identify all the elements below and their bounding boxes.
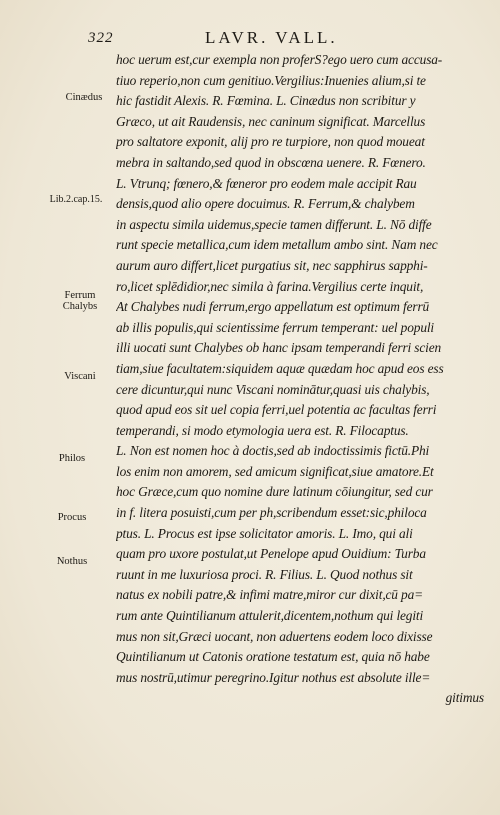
text-line: densis,quod alio opere docuimus. R. Ferrum,& chalybem [116, 196, 415, 212]
text-line: ro,licet splēdidior,nec simila à farina.Vergilius certe inquit, [116, 278, 424, 294]
body-text [116, 50, 490, 709]
margin-note-philos: Philos [58, 453, 86, 464]
text-line: quod apud eos sit uel copia ferri,uel potentia ac facultas ferri [116, 402, 437, 418]
running-title: LAVR. VALL. [205, 28, 338, 47]
text-line: ab illis populis,qui scientissime ferrum temperant: uel populi [116, 319, 435, 335]
margin-note-cinaedus: Cinædus [65, 92, 103, 103]
text-line: ruunt in me luxuriosa proci. R. Filius. L. Quod nothus sit [116, 566, 413, 582]
margin-note-chalybs: Chalybs [62, 301, 98, 312]
text-line: Quintilianum ut Catonis oratione testatum est, quia nō habe [116, 649, 430, 665]
margin-note-procus: Procus [57, 512, 87, 523]
text-line: L. Vtrunq; fœnero,& fœneror pro eodem male accipit Rau [116, 175, 417, 191]
text-line: mebra in saltando,sed quod in obscœna uenere. R. Fœnero. [116, 154, 426, 170]
text-line: natus ex nobili patre,& infimi matre,miror cur dixit,cū pa= [116, 587, 424, 603]
text-line: hoc Græce,cum quo nomine dure latinum cōiungitur, sed cur [116, 484, 433, 500]
margin-note-lib: Lib.2.cap.15. [49, 194, 103, 205]
text-line: in aspectu simila uidemus,specie tamen differunt. L. Nō diffe [116, 216, 432, 232]
text-line: tiuo reperio,non cum genitiuo.Vergilius:Inuenies alium,si te [116, 72, 426, 88]
text-line: los enim non amorem, sed amicum significat,siue amatore.Et [116, 463, 434, 479]
text-line: in f. litera posuisti,cum per ph,scribendum esset:sic,philoca [116, 505, 427, 521]
page-number: 322 [88, 30, 114, 46]
text-line: mus nostrū,utimur peregrino.Igitur nothus est absolute ille= [116, 669, 431, 685]
text-line: pro saltatore exponit, alij pro re turpiore, non quod moueat [116, 134, 425, 150]
text-line: runt specie metallica,cum idem metallum ambo sint. Nam nec [116, 237, 438, 253]
text-line: hic fastidit Alexis. R. Fœmina. L. Cinædus non scribitur y [116, 93, 416, 109]
text-line: tiam,siue facultatem:siquidem aquæ quædam hoc apud eos ess [116, 360, 444, 376]
text-line: aurum auro differt,licet purgatius sit, nec sapphirus sapphi- [116, 257, 428, 273]
text-line: rum ante Quintilianum attulerit,dicentem,nothum qui legiti [116, 608, 424, 624]
text-line: ptus. L. Procus est ipse solicitator amoris. L. Imo, qui ali [116, 525, 413, 541]
text-line: mus non sit,Græci uocant, non aduertens eodem loco dixisse [116, 628, 433, 644]
text-line: At Chalybes nudi ferrum,ergo appellatum est optimum ferrū [116, 299, 430, 315]
text-line: gitimus [445, 690, 484, 706]
margin-note-ferrum: Ferrum [64, 290, 96, 301]
text-line: L. Non est nomen hoc à doctis,sed ab indoctissimis fictū.Phi [116, 443, 430, 459]
margin-note-ferrum-chalybs [44, 290, 116, 312]
margin-note-viscani: Viscani [64, 371, 96, 382]
text-line: temperandi, si modo etymologia uera est. R. Filocaptus. [116, 422, 409, 438]
text-line: Græco, ut ait Raudensis, nec caninum significat. Marcellus [116, 113, 426, 129]
text-line: illi uocati sunt Chalybes ob hanc ipsam temperandi ferri scien [116, 340, 442, 356]
page-header [0, 28, 500, 52]
text-line: cere dicuntur,qui nunc Viscani nominātur,quasi uis chalybis, [116, 381, 430, 397]
text-line: quam pro uxore postulat,ut Penelope apud Ouidium: Turba [116, 546, 426, 562]
margin-note-nothus: Nothus [56, 556, 88, 567]
text-line: hoc uerum est,cur exempla non proferS?ego uero cum accusa- [116, 52, 443, 67]
